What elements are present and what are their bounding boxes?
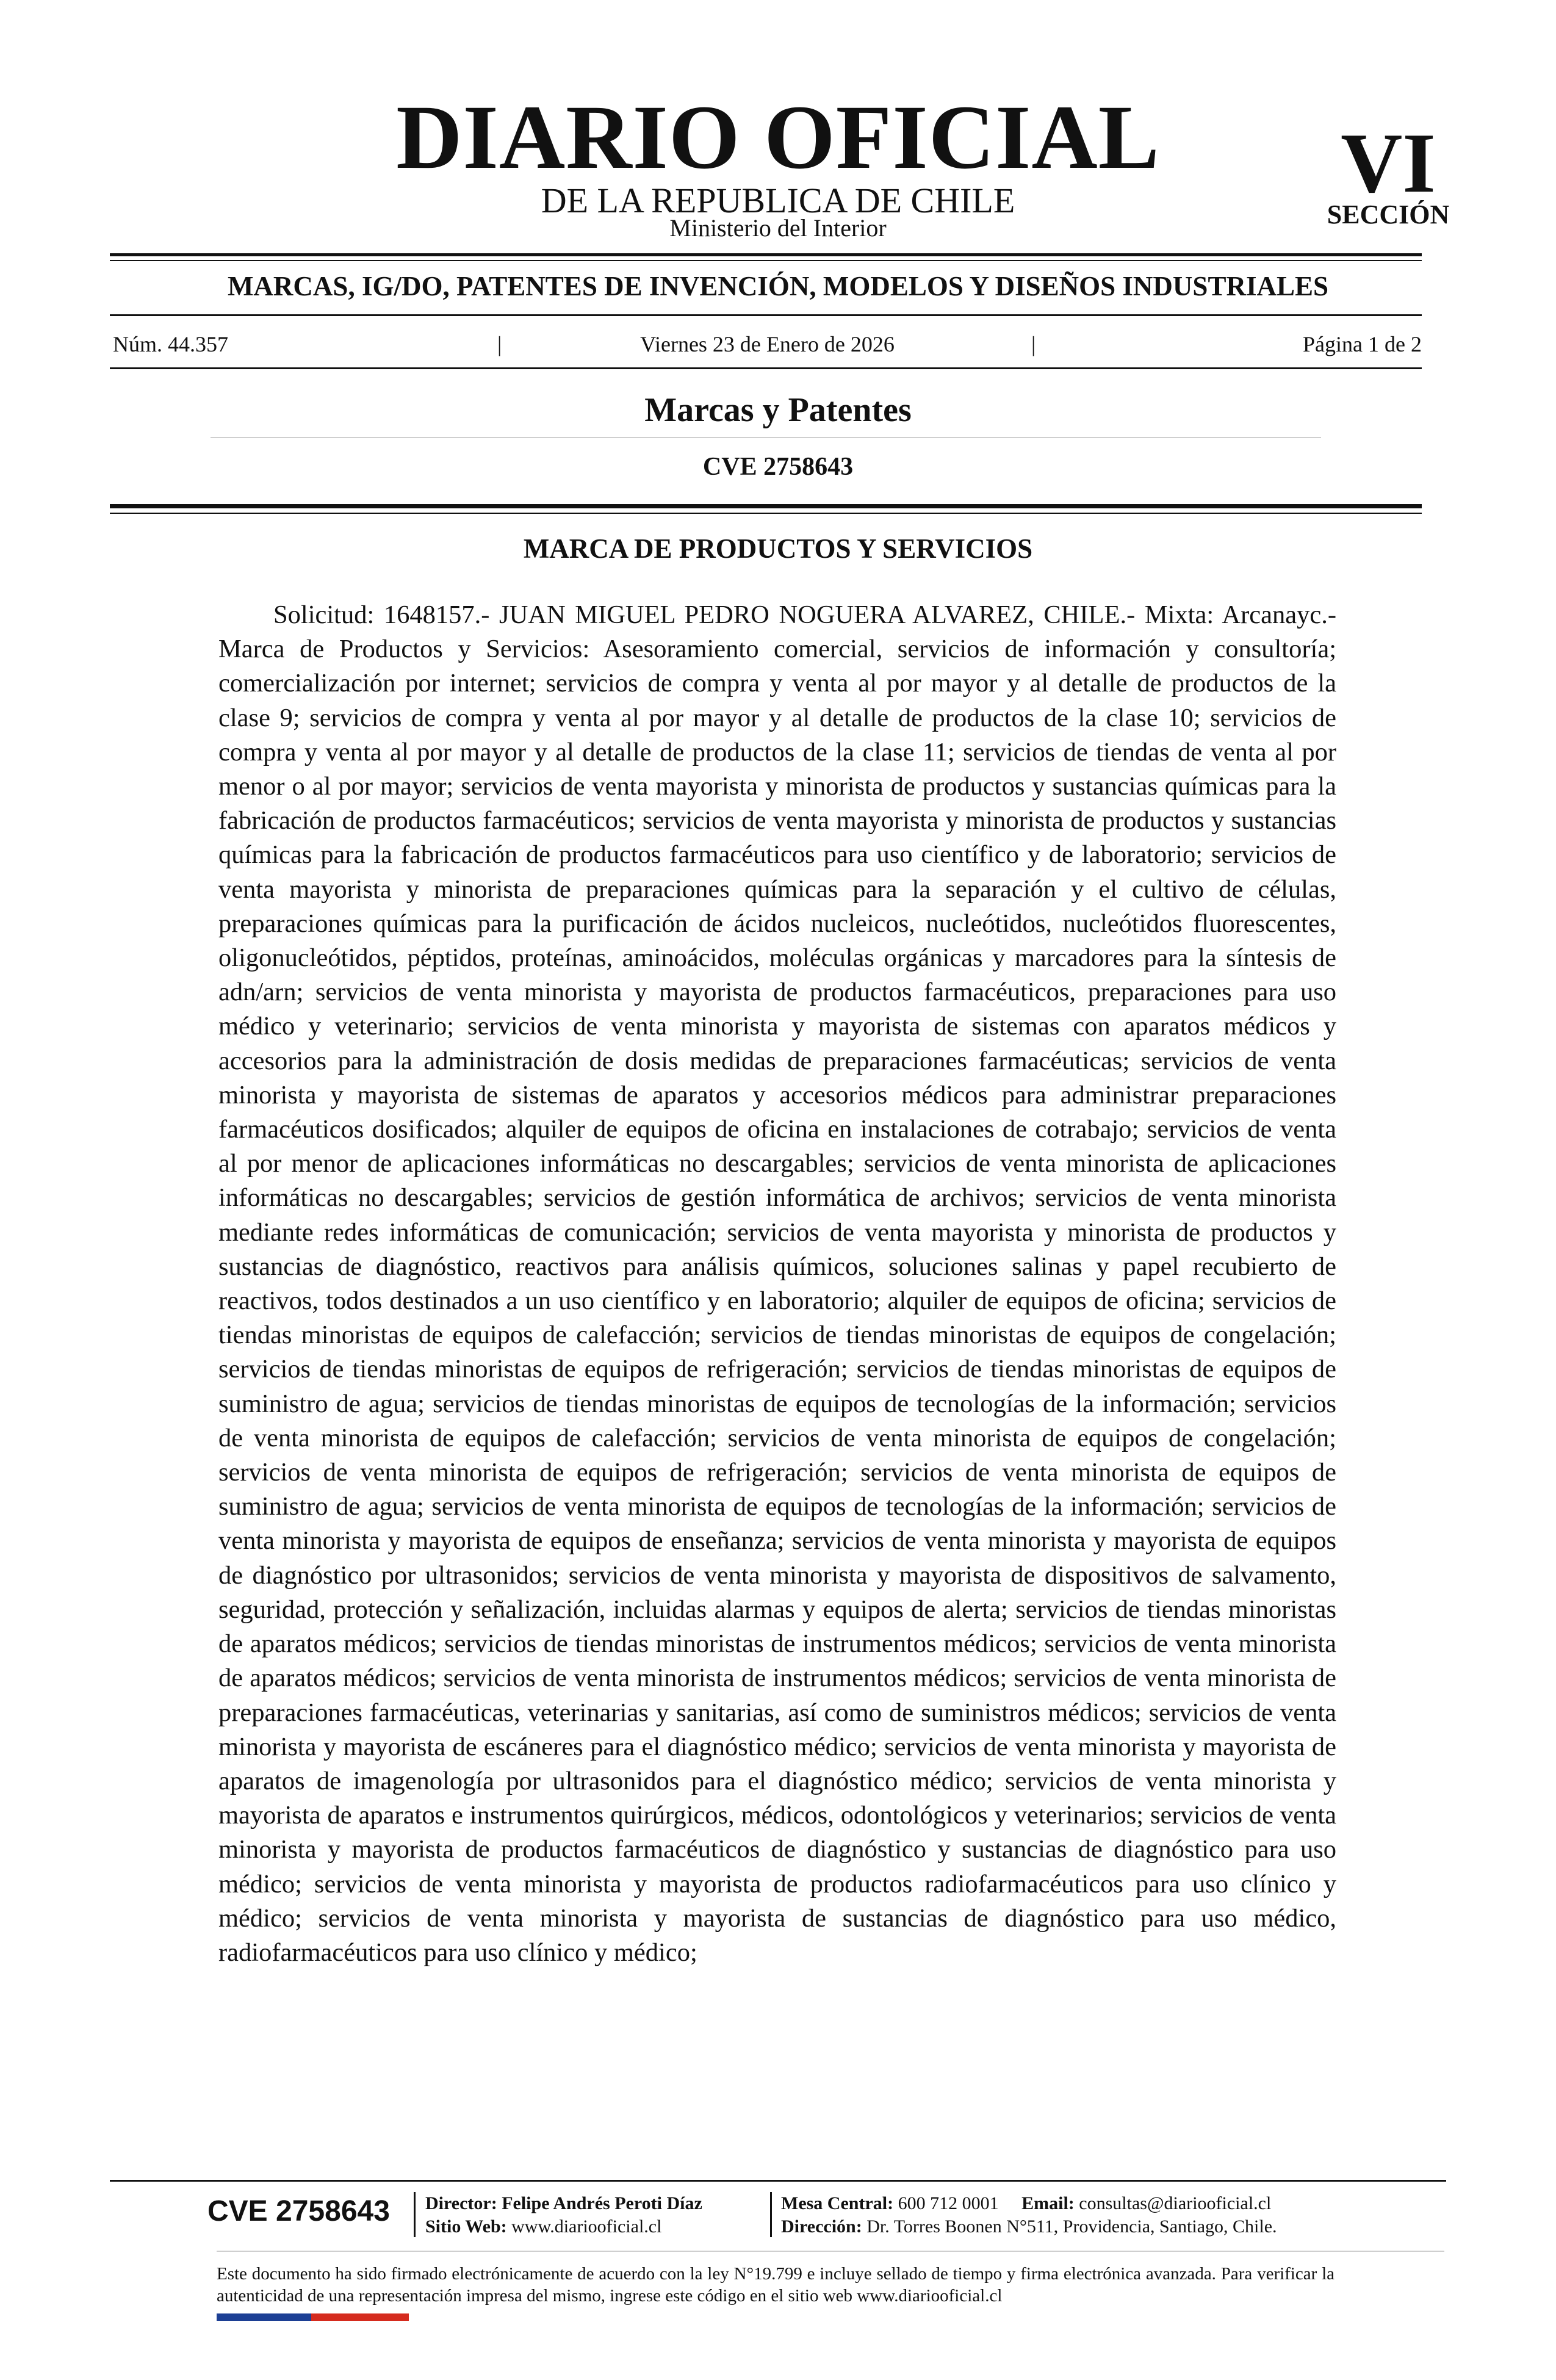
- section-label: SECCIÓN: [1327, 200, 1450, 229]
- flag-stripe-blue: [217, 2313, 311, 2321]
- masthead-title: DIARIO OFICIAL: [396, 87, 1160, 188]
- phone-label: Mesa Central:: [781, 2193, 894, 2213]
- issue-separator: |: [1031, 332, 1036, 356]
- email-label: Email:: [1021, 2193, 1075, 2213]
- issue-info-row: [113, 331, 1422, 358]
- masthead-rule-thick: [110, 253, 1422, 256]
- department-title: Marcas y Patentes: [644, 391, 912, 429]
- document-type-heading: MARCA DE PRODUCTOS Y SERVICIOS: [523, 533, 1033, 564]
- body-text: Solicitud: 1648157.- JUAN MIGUEL PEDRO NOGUERA ALVAREZ, CHILE.- Mixta: Arcanayc.- Marca de Productos y Servicios: Asesoramiento comercial, servicios de información y consultoría; comercialización por internet; servicios de compra y venta al por mayor y al detalle de productos de la clase 9; servicios de compra y venta al por mayor y al detalle de productos de la clase 10; servicios de compra y venta al por mayor y al detalle de productos de la clase 11; servicios de tiendas de venta al por menor o al por mayor; servicios de venta mayorista y minorista de productos y sustancias químicas para la fabricación de productos farmacéuticos; servicios de venta mayorista y minorista de productos y sustancias químicas para la fabricación de productos farmacéuticos para uso científico y de laboratorio; servicios de venta mayorista y minorista de preparaciones químicas para la separación y el cultivo de células, preparaciones químicas para la purificación de ácidos nucleicos, nucleótidos, nucleótidos fluorescentes, oligonucleótidos, péptidos, proteínas, aminoácidos, moléculas orgánicas y marcadores para la síntesis de adn/arn; servicios de venta minorista y mayorista de productos farmacéuticos, preparaciones para uso médico y veterinario; servicios de venta minorista y mayorista de sistemas con aparatos médicos y accesorios para la administración de dosis medidas de preparaciones farmacéuticas; servicios de venta minorista y mayorista de sistemas de aparatos y accesorios médicos para administrar preparaciones farmacéuticos dosificados; alquiler de equipos de oficina en instalaciones de cotrabajo; servicios de venta al por menor de aplicaciones informáticas no descargables; servicios de venta minorista de aplicaciones informáticas no descargables; servicios de gestión informática de archivos; servicios de venta minorista mediante redes informáticas de comunicación; servicios de venta mayorista y minorista de productos y sustancias de diagnóstico, reactivos para análisis químicos, soluciones salinas y papel recubierto de reactivos, todos destinados a un uso científico y en laboratorio; alquiler de equipos de oficina; servicios de tiendas minoristas de equipos de calefacción; servicios de tiendas minoristas de equipos de congelación; servicios de tiendas minoristas de equipos de refrigeración; servicios de tiendas minoristas de equipos de suministro de agua; servicios de tiendas minoristas de equipos de tecnologías de la información; servicios de venta minorista de equipos de calefacción; servicios de venta minorista de equipos de congelación; servicios de venta minorista de equipos de refrigeración; servicios de venta minorista de equipos de suministro de agua; servicios de venta minorista de equipos de tecnologías de la información; servicios de venta minorista y mayorista de equipos de enseñanza; servicios de venta minorista y mayorista de equipos de diagnóstico por ultrasonidos; servicios de venta minorista y mayorista de dispositivos de salvamento, seguridad, protección y señalización, incluidas alarmas y equipos de alerta; servicios de tiendas minoristas de aparatos médicos; servicios de tiendas minoristas de instrumentos médicos; servicios de venta minorista de aparatos médicos; servicios de venta minorista de instrumentos médicos; servicios de venta minorista de preparaciones farmacéuticas, veterinarias y sanitarias, así como de suministros médicos; servicios de venta minorista y mayorista de escáneres para el diagnóstico médico; servicios de venta minorista y mayorista de aparatos de imagenología por ultrasonidos para el diagnóstico médico; servicios de venta minorista y mayorista de aparatos e instrumentos quirúrgicos, médicos, odontológicos y veterinarios; servicios de venta minorista y mayorista de productos farmacéuticos de diagnóstico y sustancias de diagnóstico para uso médico; servicios de venta minorista y mayorista de productos radiofarmacéuticos para uso clínico y médico; servicios de venta minorista y mayorista de sustancias de diagnóstico para uso médico, radiofarmacéuticos para uso clínico y médico;: [218, 600, 1336, 1967]
- issue-rule-top: [110, 314, 1422, 316]
- phone-value: 600 712 0001: [898, 2193, 999, 2213]
- footer-contact-line: [781, 2192, 1271, 2215]
- flag-stripe-red: [311, 2313, 409, 2321]
- director-label: Director:: [425, 2193, 497, 2213]
- site-label: Sitio Web:: [425, 2216, 507, 2237]
- section-number: VI: [1341, 116, 1436, 211]
- footer-divider: [414, 2192, 416, 2237]
- issue-date: Viernes 23 de Enero de 2026: [640, 332, 895, 356]
- masthead-subtitle: DE LA REPUBLICA DE CHILE: [541, 181, 1015, 220]
- footer-director-line: [425, 2192, 702, 2215]
- issue-page: Página 1 de 2: [1303, 332, 1422, 356]
- email-link[interactable]: consultas@diariooficial.cl: [1079, 2193, 1272, 2213]
- site-link[interactable]: www.diariooficial.cl: [511, 2216, 662, 2237]
- footer-site-line: [425, 2215, 661, 2238]
- address-value: Dr. Torres Boonen N°511, Providencia, Santiago, Chile.: [866, 2216, 1277, 2237]
- masthead-rule-thin: [110, 260, 1422, 261]
- footer-note-rule: [217, 2251, 1444, 2252]
- masthead-ministry: Ministerio del Interior: [669, 214, 887, 242]
- department-rule: [211, 437, 1321, 438]
- footer-cve: CVE 2758643: [207, 2195, 390, 2227]
- section-heading: MARCAS, IG/DO, PATENTES DE INVENCIÓN, MODELOS Y DISEÑOS INDUSTRIALES: [227, 271, 1329, 301]
- issue-separator: |: [497, 332, 502, 356]
- footer-rule: [110, 2180, 1446, 2182]
- issue-number: Núm. 44.357: [113, 332, 228, 356]
- director-name: Felipe Andrés Peroti Díaz: [502, 2193, 702, 2213]
- footer-divider: [770, 2192, 772, 2237]
- cve-code: CVE 2758643: [702, 453, 854, 481]
- issue-rule-bottom: [110, 367, 1422, 369]
- header-rule-thin: [110, 513, 1422, 514]
- footer-legal-note: Este documento ha sido firmado electrónicamente de acuerdo con la ley N°19.799 e incluye sellado de tiempo y firma electrónica avanzada. Para verificar la autenticidad de una representación impresa del mismo, ingrese este código en el sitio web www.diariooficial.cl: [217, 2264, 1334, 2306]
- address-label: Dirección:: [781, 2216, 862, 2237]
- footer-address-line: [781, 2215, 1277, 2238]
- header-rule-thick: [110, 504, 1422, 508]
